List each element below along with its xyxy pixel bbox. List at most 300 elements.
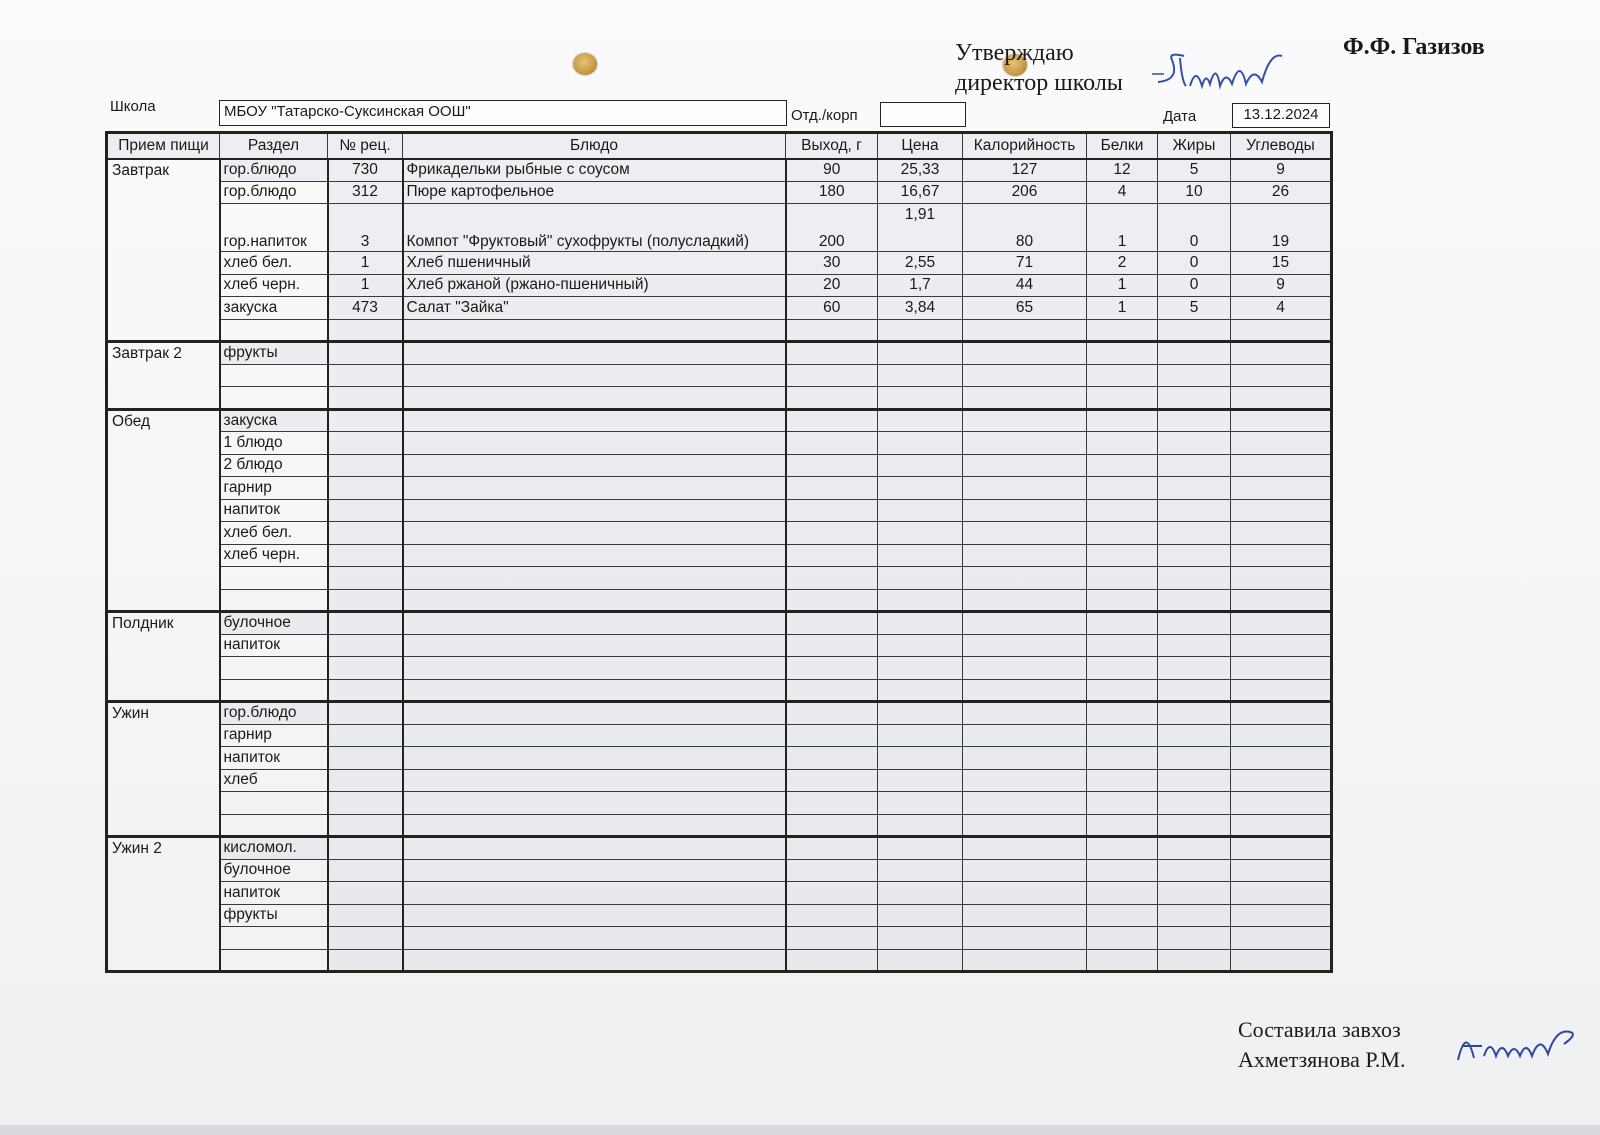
yield-cell — [786, 837, 878, 860]
price-cell — [878, 634, 963, 657]
price-cell — [878, 769, 963, 792]
table-row — [107, 204, 1332, 252]
price-cell — [878, 904, 963, 927]
col-header: Выход, г — [786, 133, 878, 159]
protein-cell: 1 — [1087, 204, 1158, 252]
col-header: Жиры — [1158, 133, 1231, 159]
yield-cell — [786, 927, 878, 950]
recipe-number-cell — [328, 567, 403, 590]
yield-cell — [786, 814, 878, 837]
recipe-number-cell — [328, 409, 403, 432]
price-cell — [878, 319, 963, 342]
yield-cell — [786, 522, 878, 545]
table-row — [107, 522, 1332, 545]
table-row — [107, 882, 1332, 905]
price-cell — [878, 589, 963, 612]
table-row — [107, 432, 1332, 455]
section-cell — [220, 792, 328, 815]
carbs-cell — [1231, 679, 1332, 702]
yield-cell — [786, 949, 878, 972]
price-cell: 16,67 — [878, 181, 963, 204]
section-cell: хлеб — [220, 769, 328, 792]
price-cell — [878, 927, 963, 950]
yield-cell — [786, 634, 878, 657]
carbs-cell — [1231, 882, 1332, 905]
table-header-row — [107, 133, 1332, 159]
section-cell — [220, 679, 328, 702]
recipe-number-cell: 730 — [328, 159, 403, 182]
dish-cell — [403, 657, 786, 680]
calories-cell — [963, 499, 1087, 522]
recipe-number-cell — [328, 837, 403, 860]
carbs-cell: 15 — [1231, 252, 1332, 275]
carbs-cell — [1231, 454, 1332, 477]
dish-cell — [403, 387, 786, 410]
yield-cell — [786, 387, 878, 410]
fat-cell — [1158, 747, 1231, 770]
school-label: Школа — [110, 98, 156, 115]
dept-label: Отд./корп — [791, 107, 858, 124]
fat-cell — [1158, 409, 1231, 432]
carbs-cell: 19 — [1231, 204, 1332, 252]
protein-cell — [1087, 837, 1158, 860]
section-cell — [220, 319, 328, 342]
yield-cell — [786, 432, 878, 455]
protein-cell — [1087, 612, 1158, 635]
carbs-cell — [1231, 859, 1332, 882]
recipe-number-cell — [328, 657, 403, 680]
calories-cell — [963, 769, 1087, 792]
yield-cell — [786, 342, 878, 365]
table-row — [107, 181, 1332, 204]
fat-cell — [1158, 364, 1231, 387]
meal-name-cell: Обед — [107, 409, 220, 612]
approval-block — [955, 38, 1123, 98]
dish-cell — [403, 859, 786, 882]
table-row — [107, 859, 1332, 882]
yield-cell — [786, 882, 878, 905]
table-row — [107, 657, 1332, 680]
table-row — [107, 679, 1332, 702]
dish-cell — [403, 814, 786, 837]
calories-cell — [963, 567, 1087, 590]
recipe-number-cell — [328, 319, 403, 342]
protein-cell — [1087, 657, 1158, 680]
recipe-number-cell — [328, 702, 403, 725]
fat-cell — [1158, 882, 1231, 905]
yield-cell: 180 — [786, 181, 878, 204]
col-header: Белки — [1087, 133, 1158, 159]
price-cell: 3,84 — [878, 297, 963, 320]
compiled-by-block — [1238, 1015, 1405, 1075]
price-cell: 1,91 — [878, 204, 963, 252]
carbs-cell — [1231, 814, 1332, 837]
protein-cell: 1 — [1087, 274, 1158, 297]
dish-cell: Хлеб пшеничный — [403, 252, 786, 275]
protein-cell — [1087, 724, 1158, 747]
col-header: Прием пищи — [107, 133, 220, 159]
dish-cell: Хлеб ржаной (ржано-пшеничный) — [403, 274, 786, 297]
price-cell — [878, 612, 963, 635]
carbs-cell — [1231, 792, 1332, 815]
protein-cell — [1087, 927, 1158, 950]
calories-cell — [963, 454, 1087, 477]
table-row — [107, 724, 1332, 747]
carbs-cell — [1231, 657, 1332, 680]
fat-cell — [1158, 859, 1231, 882]
price-cell — [878, 814, 963, 837]
fat-cell — [1158, 949, 1231, 972]
price-cell — [878, 522, 963, 545]
protein-cell — [1087, 769, 1158, 792]
yield-cell: 200 — [786, 204, 878, 252]
calories-cell — [963, 432, 1087, 455]
table-row — [107, 589, 1332, 612]
carbs-cell: 9 — [1231, 159, 1332, 182]
section-cell: кисломол. — [220, 837, 328, 860]
meal-name-cell: Ужин 2 — [107, 837, 220, 972]
calories-cell — [963, 342, 1087, 365]
table-row — [107, 544, 1332, 567]
calories-cell — [963, 387, 1087, 410]
table-row — [107, 342, 1332, 365]
calories-cell — [963, 904, 1087, 927]
price-cell — [878, 724, 963, 747]
calories-cell — [963, 927, 1087, 950]
compiled-by-name: Ахметзянова Р.М. — [1238, 1047, 1406, 1072]
section-cell: 2 блюдо — [220, 454, 328, 477]
section-cell — [220, 949, 328, 972]
section-cell: напиток — [220, 499, 328, 522]
price-cell — [878, 567, 963, 590]
table-row — [107, 319, 1332, 342]
dish-cell: Пюре картофельное — [403, 181, 786, 204]
price-cell — [878, 477, 963, 500]
director-signature — [1150, 42, 1300, 104]
carbs-cell — [1231, 387, 1332, 410]
section-cell — [220, 657, 328, 680]
fat-cell — [1158, 567, 1231, 590]
price-cell — [878, 409, 963, 432]
calories-cell — [963, 702, 1087, 725]
recipe-number-cell: 473 — [328, 297, 403, 320]
table-row — [107, 612, 1332, 635]
carbs-cell — [1231, 319, 1332, 342]
protein-cell — [1087, 589, 1158, 612]
fat-cell — [1158, 904, 1231, 927]
dish-cell — [403, 544, 786, 567]
protein-cell — [1087, 387, 1158, 410]
calories-cell — [963, 882, 1087, 905]
fat-cell — [1158, 499, 1231, 522]
yield-cell — [786, 544, 878, 567]
fat-cell — [1158, 544, 1231, 567]
fat-cell — [1158, 634, 1231, 657]
calories-cell — [963, 409, 1087, 432]
dish-cell: Фрикадельки рыбные с соусом — [403, 159, 786, 182]
fat-cell: 10 — [1158, 181, 1231, 204]
carbs-cell — [1231, 364, 1332, 387]
fat-cell — [1158, 612, 1231, 635]
fat-cell — [1158, 702, 1231, 725]
table-row — [107, 904, 1332, 927]
dish-cell — [403, 769, 786, 792]
price-cell — [878, 859, 963, 882]
calories-cell — [963, 612, 1087, 635]
dish-cell — [403, 612, 786, 635]
protein-cell: 4 — [1087, 181, 1158, 204]
recipe-number-cell — [328, 769, 403, 792]
dish-cell — [403, 792, 786, 815]
yield-cell — [786, 319, 878, 342]
menu-table — [105, 131, 1333, 973]
protein-cell — [1087, 904, 1158, 927]
dish-cell — [403, 567, 786, 590]
dish-cell — [403, 589, 786, 612]
yield-cell — [786, 499, 878, 522]
dish-cell — [403, 747, 786, 770]
carbs-cell — [1231, 634, 1332, 657]
fat-cell: 0 — [1158, 204, 1231, 252]
price-cell: 1,7 — [878, 274, 963, 297]
carbs-cell: 26 — [1231, 181, 1332, 204]
calories-cell: 127 — [963, 159, 1087, 182]
protein-cell — [1087, 544, 1158, 567]
calories-cell: 65 — [963, 297, 1087, 320]
yield-cell: 30 — [786, 252, 878, 275]
table-row — [107, 387, 1332, 410]
school-field: МБОУ "Татарско-Суксинская ООШ" — [219, 100, 787, 126]
yield-cell: 90 — [786, 159, 878, 182]
carbs-cell — [1231, 747, 1332, 770]
yield-cell — [786, 364, 878, 387]
recipe-number-cell — [328, 724, 403, 747]
carbs-cell — [1231, 477, 1332, 500]
price-cell — [878, 747, 963, 770]
yield-cell — [786, 769, 878, 792]
calories-cell — [963, 747, 1087, 770]
carbs-cell: 4 — [1231, 297, 1332, 320]
fat-cell — [1158, 387, 1231, 410]
table-row — [107, 364, 1332, 387]
carbs-cell — [1231, 949, 1332, 972]
table-row — [107, 477, 1332, 500]
calories-cell: 71 — [963, 252, 1087, 275]
yield-cell — [786, 409, 878, 432]
protein-cell: 1 — [1087, 297, 1158, 320]
recipe-number-cell — [328, 522, 403, 545]
price-cell — [878, 837, 963, 860]
section-cell: фрукты — [220, 904, 328, 927]
dish-cell: Компот "Фруктовый" сухофрукты (полусладкий) — [403, 204, 786, 252]
calories-cell — [963, 949, 1087, 972]
calories-cell — [963, 364, 1087, 387]
meal-name-cell: Завтрак 2 — [107, 342, 220, 410]
section-cell: 1 блюдо — [220, 432, 328, 455]
table-row — [107, 837, 1332, 860]
price-cell — [878, 792, 963, 815]
yield-cell — [786, 612, 878, 635]
punch-hole — [573, 53, 597, 75]
section-cell — [220, 589, 328, 612]
recipe-number-cell — [328, 679, 403, 702]
yield-cell: 60 — [786, 297, 878, 320]
recipe-number-cell — [328, 342, 403, 365]
dish-cell — [403, 342, 786, 365]
yield-cell — [786, 724, 878, 747]
carbs-cell — [1231, 769, 1332, 792]
protein-cell — [1087, 882, 1158, 905]
carbs-cell — [1231, 567, 1332, 590]
section-cell — [220, 814, 328, 837]
section-cell: напиток — [220, 634, 328, 657]
dish-cell — [403, 634, 786, 657]
col-header: Раздел — [220, 133, 328, 159]
recipe-number-cell — [328, 477, 403, 500]
table-row — [107, 702, 1332, 725]
dish-cell — [403, 702, 786, 725]
meal-name-cell: Завтрак — [107, 159, 220, 342]
price-cell — [878, 432, 963, 455]
yield-cell — [786, 477, 878, 500]
table-row — [107, 499, 1332, 522]
recipe-number-cell — [328, 612, 403, 635]
calories-cell — [963, 589, 1087, 612]
recipe-number-cell — [328, 859, 403, 882]
col-header: Блюдо — [403, 133, 786, 159]
dish-cell — [403, 319, 786, 342]
protein-cell — [1087, 499, 1158, 522]
protein-cell — [1087, 477, 1158, 500]
section-cell — [220, 364, 328, 387]
yield-cell — [786, 859, 878, 882]
protein-cell — [1087, 814, 1158, 837]
carbs-cell — [1231, 342, 1332, 365]
fat-cell — [1158, 679, 1231, 702]
carbs-cell — [1231, 522, 1332, 545]
table-row — [107, 792, 1332, 815]
carbs-cell — [1231, 702, 1332, 725]
table-row — [107, 274, 1332, 297]
recipe-number-cell — [328, 814, 403, 837]
fat-cell — [1158, 837, 1231, 860]
recipe-number-cell — [328, 904, 403, 927]
fat-cell — [1158, 792, 1231, 815]
recipe-number-cell: 3 — [328, 204, 403, 252]
recipe-number-cell — [328, 432, 403, 455]
protein-cell: 12 — [1087, 159, 1158, 182]
protein-cell — [1087, 319, 1158, 342]
dish-cell — [403, 904, 786, 927]
section-cell: напиток — [220, 882, 328, 905]
price-cell — [878, 949, 963, 972]
dish-cell — [403, 364, 786, 387]
compiler-signature — [1452, 1020, 1587, 1070]
section-cell — [220, 387, 328, 410]
col-header: Калорийность — [963, 133, 1087, 159]
protein-cell — [1087, 522, 1158, 545]
carbs-cell — [1231, 409, 1332, 432]
calories-cell — [963, 477, 1087, 500]
price-cell — [878, 387, 963, 410]
fat-cell: 5 — [1158, 297, 1231, 320]
protein-cell — [1087, 342, 1158, 365]
price-cell — [878, 454, 963, 477]
table-row — [107, 252, 1332, 275]
date-label: Дата — [1163, 108, 1197, 125]
table-row — [107, 567, 1332, 590]
recipe-number-cell — [328, 387, 403, 410]
protein-cell — [1087, 567, 1158, 590]
date-field: 13.12.2024 — [1232, 103, 1330, 128]
yield-cell — [786, 747, 878, 770]
recipe-number-cell — [328, 544, 403, 567]
calories-cell — [963, 679, 1087, 702]
protein-cell — [1087, 747, 1158, 770]
protein-cell: 2 — [1087, 252, 1158, 275]
table-row — [107, 927, 1332, 950]
director-name: Ф.Ф. Газизов — [1343, 34, 1485, 60]
protein-cell — [1087, 859, 1158, 882]
fat-cell — [1158, 724, 1231, 747]
yield-cell — [786, 657, 878, 680]
carbs-cell — [1231, 837, 1332, 860]
recipe-number-cell — [328, 589, 403, 612]
yield-cell — [786, 904, 878, 927]
yield-cell — [786, 792, 878, 815]
protein-cell — [1087, 679, 1158, 702]
yield-cell — [786, 679, 878, 702]
calories-cell: 80 — [963, 204, 1087, 252]
carbs-cell — [1231, 499, 1332, 522]
director-line: директор школы — [955, 70, 1123, 96]
price-cell: 2,55 — [878, 252, 963, 275]
dish-cell — [403, 409, 786, 432]
calories-cell — [963, 837, 1087, 860]
table-row — [107, 409, 1332, 432]
table-row — [107, 454, 1332, 477]
protein-cell — [1087, 792, 1158, 815]
carbs-cell — [1231, 612, 1332, 635]
protein-cell — [1087, 949, 1158, 972]
recipe-number-cell: 312 — [328, 181, 403, 204]
section-cell: гор.блюдо — [220, 159, 328, 182]
protein-cell — [1087, 634, 1158, 657]
dish-cell — [403, 679, 786, 702]
recipe-number-cell — [328, 882, 403, 905]
section-cell: хлеб черн. — [220, 274, 328, 297]
dish-cell — [403, 454, 786, 477]
calories-cell — [963, 859, 1087, 882]
col-header: Углеводы — [1231, 133, 1332, 159]
recipe-number-cell — [328, 949, 403, 972]
carbs-cell — [1231, 589, 1332, 612]
section-cell: булочное — [220, 859, 328, 882]
fat-cell — [1158, 342, 1231, 365]
yield-cell — [786, 702, 878, 725]
price-cell — [878, 544, 963, 567]
price-cell — [878, 657, 963, 680]
recipe-number-cell: 1 — [328, 274, 403, 297]
fat-cell — [1158, 454, 1231, 477]
col-header: № рец. — [328, 133, 403, 159]
carbs-cell — [1231, 544, 1332, 567]
dish-cell: Салат "Зайка" — [403, 297, 786, 320]
yield-cell — [786, 567, 878, 590]
fat-cell — [1158, 589, 1231, 612]
recipe-number-cell — [328, 747, 403, 770]
col-header: Цена — [878, 133, 963, 159]
